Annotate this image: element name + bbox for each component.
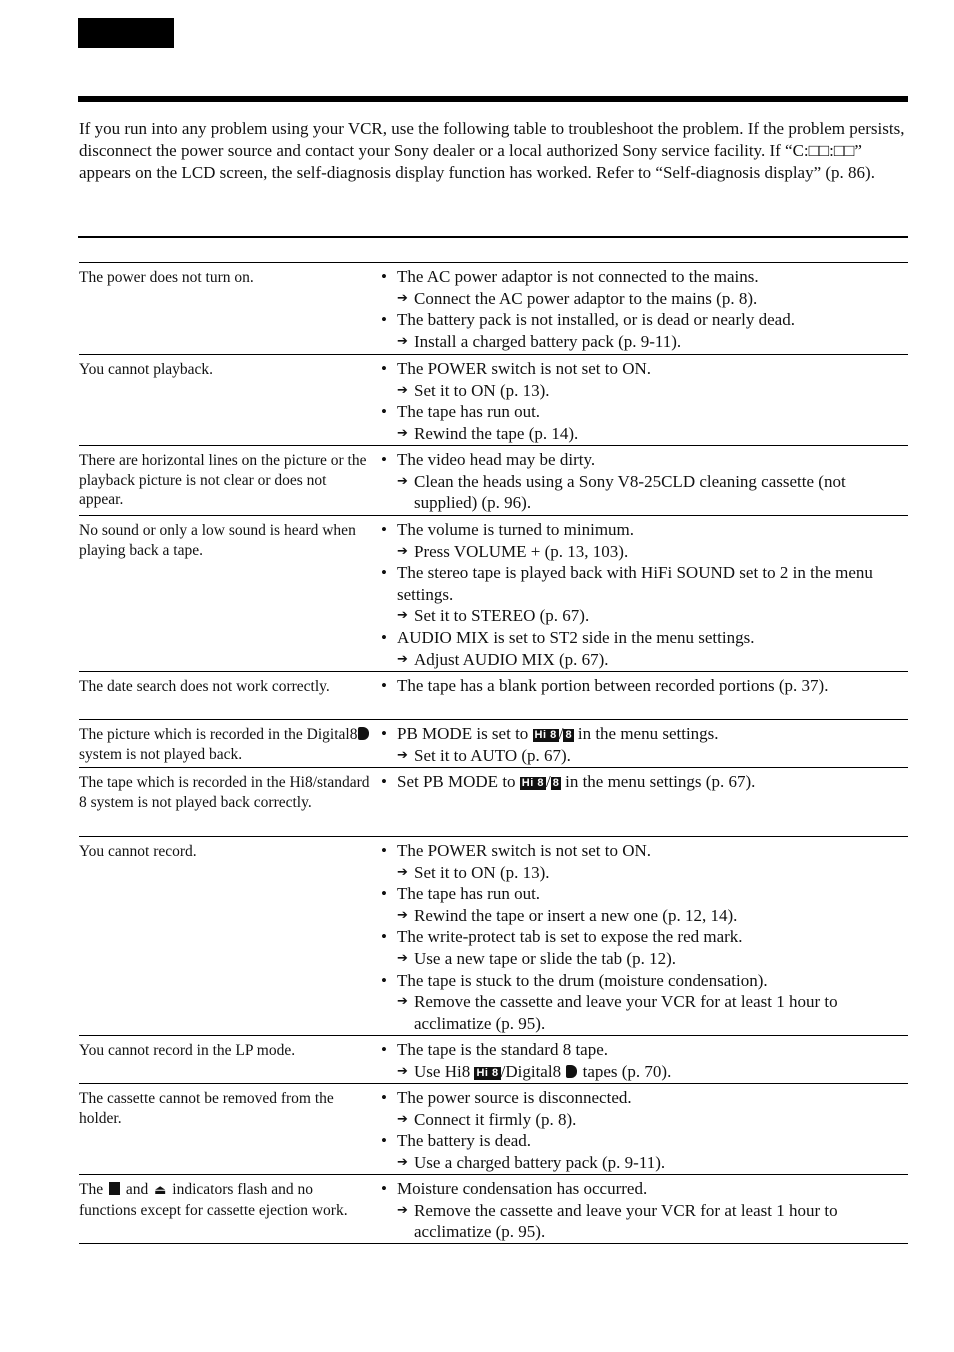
- arrow-icon: ➔: [397, 994, 408, 1010]
- table-row: [79, 262, 908, 354]
- remedy-item: ➔ Press VOLUME + (p. 13, 103).: [397, 541, 629, 561]
- standard8-logo-icon: 8: [552, 777, 559, 789]
- symptom-cell: The and ⏏ indicators flash and no functions except for cassette ejection work.: [79, 1181, 348, 1219]
- cause-item: • PB MODE is set to Hi 8 / 8 in the menu settings.: [381, 724, 719, 743]
- hi8-logo-icon: Hi 8: [476, 1066, 499, 1079]
- cause-item: • Moisture condensation has occurred.: [381, 1179, 648, 1198]
- cause-cell: [379, 1084, 908, 1174]
- cause-item: • The tape has run out.: [381, 402, 541, 422]
- remedy-item: ➔ Use a charged battery pack (p. 9-11).: [397, 1152, 666, 1172]
- cause-cell: [379, 768, 908, 836]
- remedy-item: ➔ Set it to ON (p. 13).: [397, 862, 550, 882]
- arrow-icon: ➔: [397, 864, 408, 880]
- remedy-item: ➔ Set it to STEREO (p. 67).: [397, 606, 590, 626]
- title-rule: [78, 96, 908, 102]
- remedy-item: ➔ Clean the heads using a Sony V8-25CLD cleaning cassette (not supplied) (p. 96).: [397, 471, 846, 513]
- arrow-icon: ➔: [397, 1063, 408, 1079]
- hi8-logo-icon: Hi 8: [534, 729, 557, 741]
- cause-cell: [379, 672, 908, 719]
- cause-item: • The power source is disconnected.: [381, 1088, 632, 1107]
- remedy-item: ➔ Remove the cassette and leave your VCR for at least 1 hour to acclimatize (p. 95).: [397, 1200, 838, 1242]
- table-row: [79, 515, 908, 671]
- table-row: [79, 719, 908, 767]
- symptom-cell: The date search does not work correctly.: [79, 678, 330, 695]
- remedy-item: ➔ Use Hi8 Hi 8 /Digital8 tapes (p. 70).: [397, 1061, 672, 1081]
- cause-cell: [379, 720, 908, 767]
- section-rule: [78, 236, 908, 238]
- remedy-item: ➔ Use a new tape or slide the tab (p. 12).: [397, 948, 676, 968]
- table-row: [79, 1035, 908, 1083]
- arrow-icon: ➔: [397, 382, 408, 398]
- arrow-icon: ➔: [397, 907, 408, 923]
- remedy-item: ➔ Set it to ON (p. 13).: [397, 380, 550, 400]
- arrow-icon: ➔: [397, 1111, 408, 1127]
- standard8-logo-icon: 8: [565, 729, 572, 741]
- table-row: [79, 354, 908, 445]
- cause-cell: [379, 837, 908, 1035]
- table-row: [79, 767, 908, 836]
- arrow-icon: ➔: [397, 651, 408, 667]
- symptom-cell: You cannot record in the LP mode.: [79, 1042, 296, 1059]
- symptom-cell: The power does not turn on.: [79, 269, 254, 286]
- cause-item: • The tape is stuck to the drum (moisture condensation).: [381, 970, 768, 990]
- cause-item: • The POWER switch is not set to ON.: [381, 841, 652, 860]
- remedy-item: ➔ Install a charged battery pack (p. 9-11).: [397, 331, 682, 351]
- arrow-icon: ➔: [397, 473, 408, 489]
- arrow-icon: ➔: [397, 543, 408, 559]
- table-row: [79, 445, 908, 515]
- remedy-item: ➔ Rewind the tape (p. 14).: [397, 423, 579, 443]
- cause-item: • The tape has a blank portion between recorded portions (p. 37).: [381, 676, 829, 695]
- cause-item: • The battery pack is not installed, or is dead or nearly dead.: [381, 310, 795, 330]
- remedy-item: ➔ Remove the cassette and leave your VCR for at least 1 hour to acclimatize (p. 95).: [397, 992, 838, 1033]
- symptom-cell: No sound or only a low sound is heard when playing back a tape.: [79, 522, 356, 559]
- cause-item: • The battery is dead.: [381, 1131, 532, 1151]
- cause-item: • Set PB MODE to Hi 8 / 8 in the menu settings (p. 67).: [381, 772, 756, 791]
- symptom-cell: You cannot playback.: [79, 361, 214, 378]
- cause-cell: [379, 355, 908, 445]
- cause-item: • The stereo tape is played back with HiFi SOUND set to 2 in the menu settings.: [381, 563, 873, 604]
- cause-item: • The tape is the standard 8 tape.: [381, 1040, 609, 1059]
- arrow-icon: ➔: [397, 1202, 408, 1218]
- arrow-icon: ➔: [397, 1154, 408, 1170]
- remedy-item: ➔ Rewind the tape or insert a new one (p. 12, 14).: [397, 905, 738, 925]
- table-row: [79, 836, 908, 1035]
- symptom-cell: There are horizontal lines on the picture or the playback picture is not clear or does not appear.: [79, 452, 367, 508]
- intro-paragraph: If you run into any problem using your VCR, use the following table to troubleshoot the problem. If the problem persists, disconnect the power source and contact your Sony dealer or a local authorized Sony service facility. If “C:□□:□□” appears on the LCD screen, the self-diagnosis display function has worked. Refer to “Self-diagnosis display” (p. 86).: [79, 119, 905, 182]
- remedy-item: ➔ Connect the AC power adaptor to the mains (p. 8).: [397, 288, 758, 308]
- cause-item: • The tape has run out.: [381, 884, 541, 904]
- arrow-icon: ➔: [397, 425, 408, 441]
- troubleshooting-table: [79, 262, 908, 1244]
- cause-item: • The AC power adaptor is not connected to the mains.: [381, 267, 759, 286]
- arrow-icon: ➔: [397, 608, 408, 624]
- cause-cell: [379, 516, 908, 671]
- arrow-icon: ➔: [397, 747, 408, 763]
- table-row: [79, 1083, 908, 1174]
- cassette-record-icon: [109, 1182, 120, 1195]
- symptom-cell: The cassette cannot be removed from the holder.: [79, 1090, 334, 1127]
- symptom-cell: The picture which is recorded in the Digital8system is not played back.: [79, 720, 379, 767]
- remedy-item: ➔ Adjust AUDIO MIX (p. 67).: [397, 649, 609, 669]
- arrow-icon: ➔: [397, 290, 408, 306]
- digital8-logo-icon: [358, 727, 369, 740]
- eject-icon: ⏏: [154, 1183, 167, 1198]
- cause-item: • The write-protect tab is set to expose the red mark.: [381, 927, 743, 947]
- cause-cell: [379, 1036, 908, 1083]
- remedy-item: ➔ Connect it firmly (p. 8).: [397, 1109, 577, 1129]
- cause-cell: [379, 263, 908, 354]
- arrow-icon: ➔: [397, 333, 408, 349]
- hi8-logo-icon: Hi 8: [521, 777, 544, 789]
- remedy-item: ➔ Set it to AUTO (p. 67).: [397, 745, 571, 765]
- symptom-cell: The tape which is recorded in the Hi8/standard 8 system is not played back correctly.: [79, 774, 370, 811]
- digital8-logo-icon: [566, 1065, 577, 1078]
- language-tab-marker: [78, 18, 174, 48]
- arrow-icon: ➔: [397, 950, 408, 966]
- cause-cell: [379, 446, 908, 515]
- cause-item: • The POWER switch is not set to ON.: [381, 359, 652, 378]
- table-row: [79, 671, 908, 719]
- cause-item: • The volume is turned to minimum.: [381, 520, 635, 539]
- cause-cell: [379, 1175, 908, 1243]
- table-row: [79, 1174, 908, 1244]
- cause-item: • The video head may be dirty.: [381, 450, 596, 469]
- cause-item: • AUDIO MIX is set to ST2 side in the menu settings.: [381, 627, 755, 647]
- symptom-cell: You cannot record.: [79, 843, 197, 860]
